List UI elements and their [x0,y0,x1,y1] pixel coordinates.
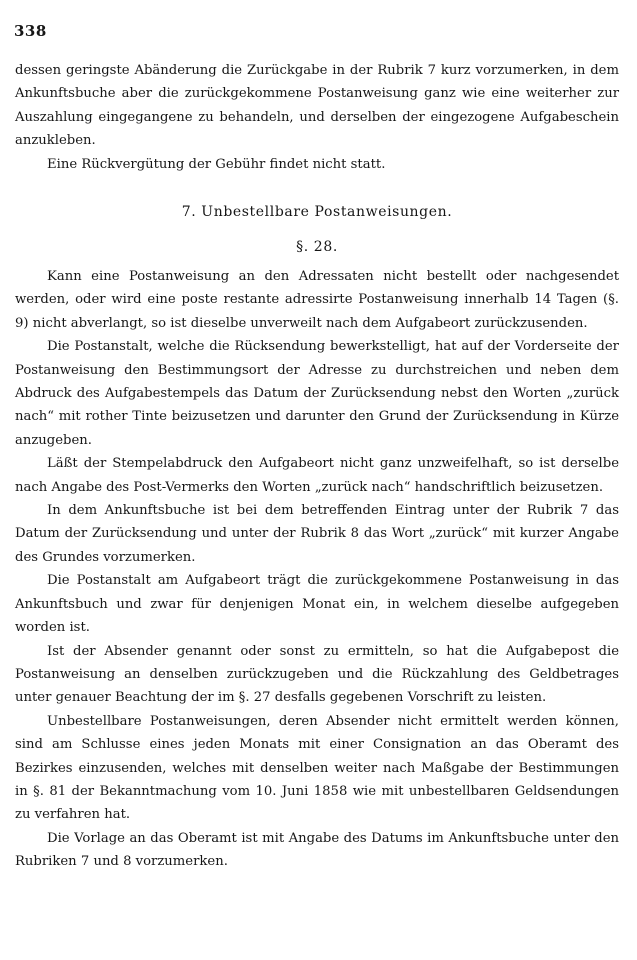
continued-text [15,59,619,176]
paragraph: Kann eine Postanweisung an den Adressaten nicht bestellt oder nachgesendet werden, oder wird eine poste restante adressirte Postanweisung innerhalb 14 Tagen (§. 9) nicht abverlangt, so ist dieselbe unverweilt nach dem Aufgabeort zurückzusenden. [15,269,619,331]
section-body [15,265,619,874]
section-number: §. 28. [296,239,338,255]
page-number: 338 [14,22,47,40]
paragraph: Eine Rückvergütung der Gebühr findet nicht statt. [47,156,386,172]
paragraph: dessen geringste Abänderung die Zurückgabe in der Rubrik 7 kurz vorzumerken, in dem Ankunftsbuche aber die zurückgekommene Postanweisung ganz wie eine weiterher zur Auszahlung eingegangene zu behandeln, und derselben der eingezogene Aufgabeschein anzukleben. [15,63,619,149]
paragraph: Läßt der Stempelabdruck den Aufgabeort nicht ganz unzweifelhaft, so ist derselbe nach Angabe des Post-Vermerks den Worten „zurück nach“ handschriftlich beizusetzen. [15,456,619,495]
paragraph: Die Postanstalt am Aufgabeort trägt die zurückgekommene Postanweisung in das Ankunftsbuch und zwar für denjenigen Monat ein, in welchem dieselbe aufgegeben worden ist. [15,573,619,636]
section-title: 7. Unbestellbare Postanweisungen. [181,204,453,220]
paragraph: Die Postanstalt, welche die Rücksendung bewerkstelligt, hat auf der Vorderseite der Postanweisung den Bestimmungsort der Adresse zu durchstreichen und neben dem Abdruck des Aufgabestempels das Datum der Zurücksendung nebst den Worten „zurück nach“ mit rother Tinte beizusetzen und darunter den Grund der Zurücksendung in Kürze anzugeben. [15,339,619,448]
paragraph: Unbestellbare Postanweisungen, deren Absender nicht ermittelt werden können, sind am Schlusse eines jeden Monats mit einer Consignation an das Oberamt des Bezirkes einzusenden, welches mit denselben weiter nach Maßgabe der Bestimmungen in §. 81 der Bekanntmachung vom 10. Juni 1858 wie mit unbestellbaren Geldsendungen zu verfahren hat. [15,713,619,823]
paragraph: Die Vorlage an das Oberamt ist mit Angabe des Datums im Ankunftsbuche unter den Rubriken 7 und 8 vorzumerken. [15,830,619,870]
paragraph: Ist der Absender genannt oder sonst zu ermitteln, so hat die Aufgabepost die Postanweisung an denselben zurückzugeben und die Rückzahlung des Geldbetrages unter genauer Beachtung der im §. 27 desfalls gegebenen Vorschrift zu leisten. [15,643,619,706]
paragraph: In dem Ankunftsbuche ist bei dem betreffenden Eintrag unter der Rubrik 7 das Datum der Zurücksendung und unter der Rubrik 8 das Wort „zurück“ mit kurzer Angabe des Grundes vorzumerken. [15,503,619,565]
